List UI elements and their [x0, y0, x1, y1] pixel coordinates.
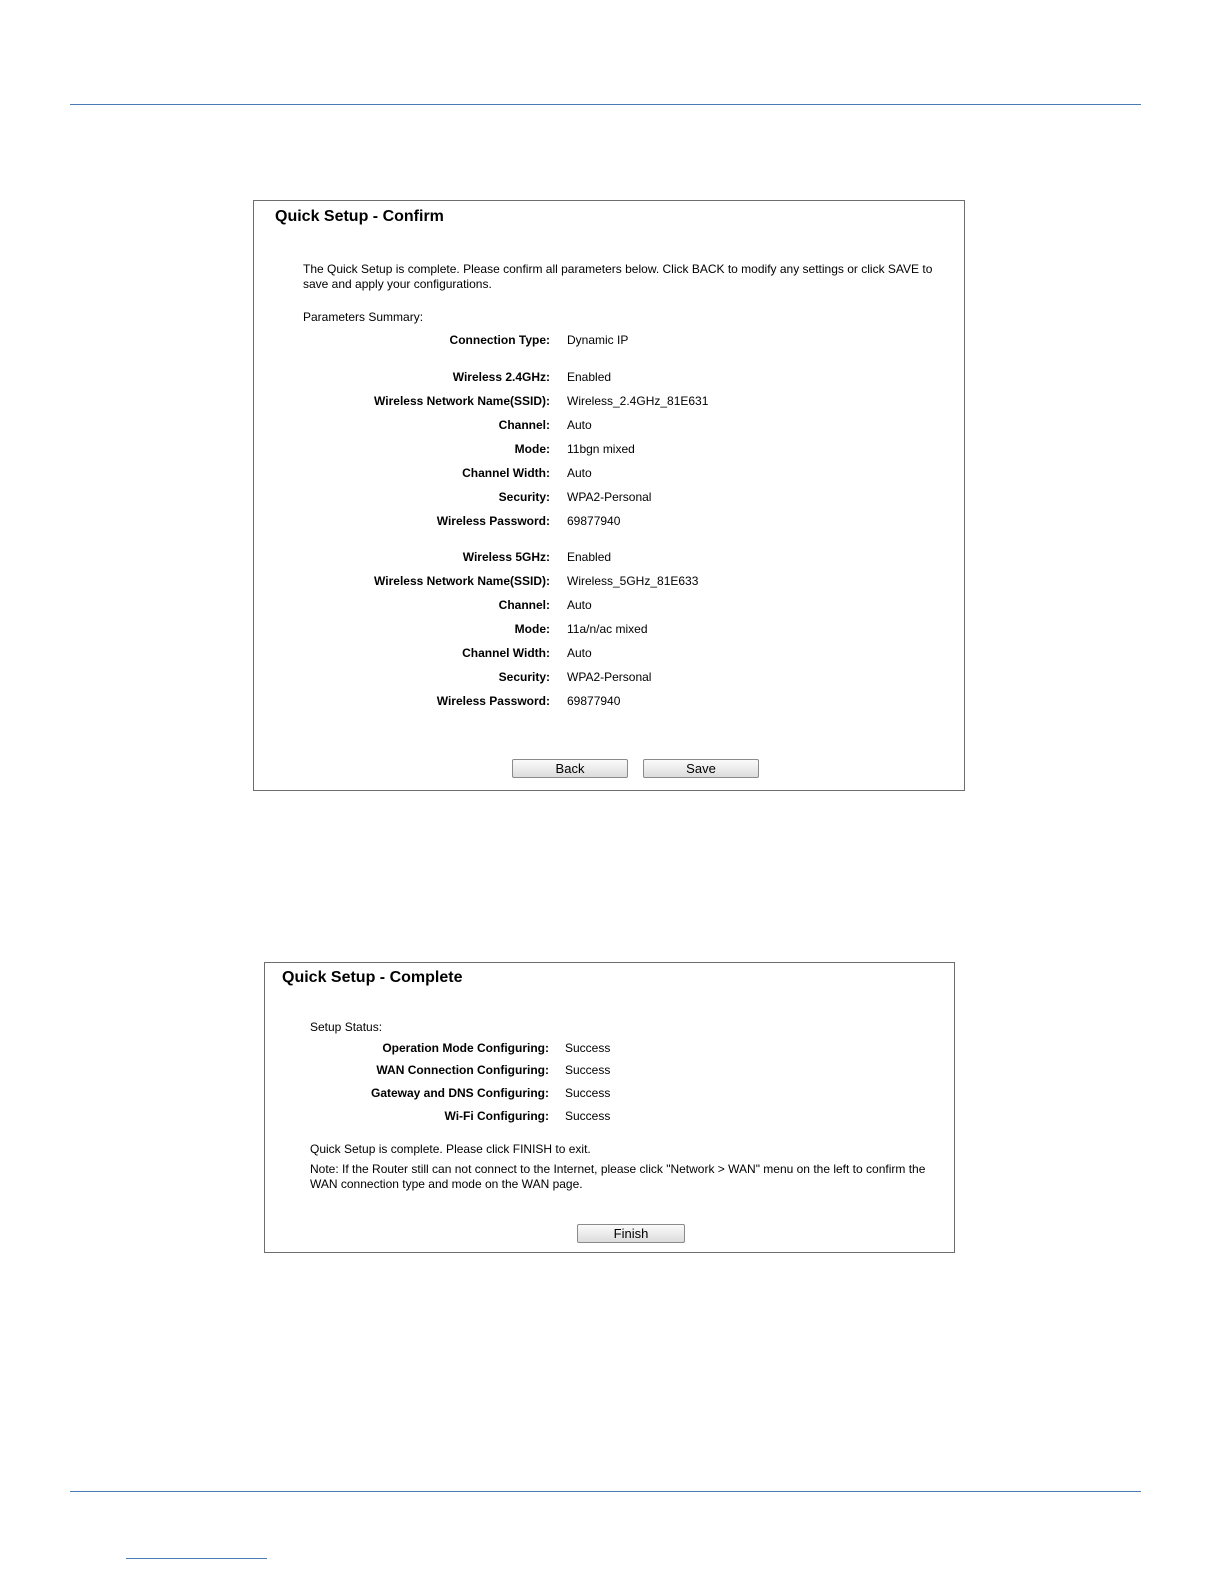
row-value: 69877940 [567, 514, 621, 528]
row-value: Enabled [567, 550, 612, 564]
finish-button[interactable]: Finish [577, 1224, 685, 1243]
row-value: 11bgn mixed [567, 442, 635, 456]
row-value: Auto [567, 418, 592, 432]
quick-setup-confirm-panel [253, 200, 965, 791]
intro-text: The Quick Setup is complete. Please confirm all parameters below. Click BACK to modify any settings or click SAVE to save and apply your configurations. [303, 262, 933, 291]
footer-divider [70, 1491, 1141, 1492]
row-label: Wireless Network Name(SSID): [374, 574, 550, 588]
row-label: Channel: [498, 598, 550, 612]
note-text: Note: If the Router still can not connect to the Internet, please click "Network > WAN" menu on the left to confirm the WAN connection type and mode on the WAN page. [310, 1162, 926, 1191]
status-label: WAN Connection Configuring: [376, 1063, 549, 1077]
row-label: Mode: [514, 442, 550, 456]
save-button[interactable]: Save [643, 759, 759, 778]
row-label: Wireless Network Name(SSID): [374, 394, 550, 408]
status-value: Success [565, 1041, 611, 1055]
row-value: WPA2-Personal [567, 490, 652, 504]
row-label: Wireless Password: [436, 694, 550, 708]
row-label: Wireless 2.4GHz: [452, 370, 550, 384]
row-label: Security: [498, 490, 550, 504]
quick-setup-complete-panel [264, 962, 955, 1253]
status-value: Success [565, 1063, 611, 1077]
row-value: 11a/n/ac mixed [567, 622, 648, 636]
status-value: Success [565, 1109, 611, 1123]
status-label: Wi-Fi Configuring: [444, 1109, 549, 1123]
row-label: Security: [498, 670, 550, 684]
row-value: Auto [567, 466, 592, 480]
row-value: WPA2-Personal [567, 670, 652, 684]
setup-status-label: Setup Status: [310, 1020, 383, 1034]
row-label: Wireless 5GHz: [462, 550, 550, 564]
panel-title: Quick Setup - Complete [282, 969, 463, 986]
panel-title: Quick Setup - Confirm [275, 208, 444, 225]
summary-label: Parameters Summary: [303, 310, 424, 324]
row-label: Connection Type: [449, 333, 550, 347]
status-label: Gateway and DNS Configuring: [370, 1086, 549, 1100]
row-value: Wireless_2.4GHz_81E631 [567, 394, 709, 408]
row-value: 69877940 [567, 694, 621, 708]
row-label: Wireless Password: [436, 514, 550, 528]
complete-message: Quick Setup is complete. Please click FINISH to exit. [310, 1142, 591, 1156]
row-label: Channel Width: [462, 646, 550, 660]
status-value: Success [565, 1086, 611, 1100]
row-value: Dynamic IP [567, 333, 629, 347]
status-label: Operation Mode Configuring: [382, 1041, 549, 1055]
header-divider [70, 104, 1141, 105]
row-label: Mode: [514, 622, 550, 636]
footer-short-rule [126, 1558, 267, 1559]
row-value: Wireless_5GHz_81E633 [567, 574, 699, 588]
row-value: Enabled [567, 370, 612, 384]
row-label: Channel Width: [462, 466, 550, 480]
back-button[interactable]: Back [512, 759, 628, 778]
row-label: Channel: [498, 418, 550, 432]
row-value: Auto [567, 598, 592, 612]
row-value: Auto [567, 646, 592, 660]
